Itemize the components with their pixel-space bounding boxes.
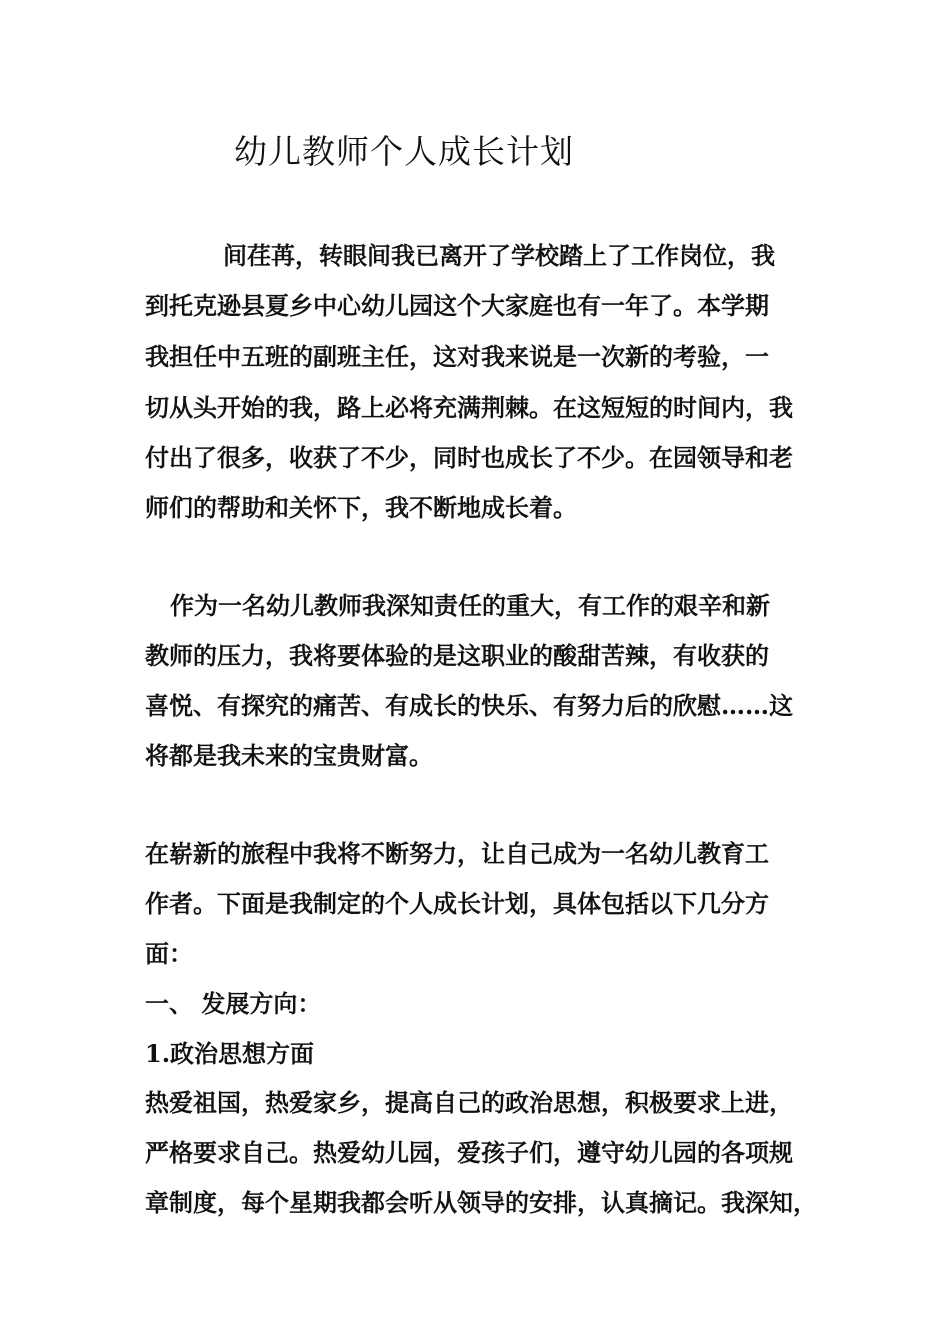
paragraph-line: 章制度，每个星期我都会听从领导的安排，认真摘记。我深知， (145, 1188, 817, 1217)
subsection-heading: 1.政治思想方面 (145, 1039, 315, 1068)
paragraph-line: 将都是我未来的宝贵财富。 (145, 741, 433, 770)
paragraph-line: 面： (145, 939, 193, 968)
paragraph-line: 间荏苒，转眼间我已离开了学校踏上了工作岗位，我 (223, 241, 775, 270)
section-heading: 一、 发展方向： (145, 989, 322, 1018)
paragraph-line: 严格要求自己。热爱幼儿园，爱孩子们，遵守幼儿园的各项规 (145, 1138, 793, 1167)
paragraph-line: 我担任中五班的副班主任，这对我来说是一次新的考验，一 (145, 342, 769, 371)
paragraph-line: 到托克逊县夏乡中心幼儿园这个大家庭也有一年了。本学期 (145, 291, 769, 320)
paragraph-line: 付出了很多，收获了不少，同时也成长了不少。在园领导和老 (145, 443, 793, 472)
paragraph-line: 作为一名幼儿教师我深知责任的重大，有工作的艰辛和新 (170, 591, 770, 620)
paragraph-line: 喜悦、有探究的痛苦、有成长的快乐、有努力后的欣慰……这 (145, 691, 793, 720)
paragraph-line: 师们的帮助和关怀下，我不断地成长着。 (145, 493, 577, 522)
paragraph-line: 作者。下面是我制定的个人成长计划，具体包括以下几分方 (145, 889, 769, 918)
document-title: 幼儿教师个人成长计划 (234, 132, 574, 171)
paragraph-line: 在崭新的旅程中我将不断努力，让自己成为一名幼儿教育工 (145, 839, 769, 868)
paragraph-line: 切从头开始的我，路上必将充满荆棘。在这短短的时间内，我 (145, 393, 793, 422)
paragraph-line: 热爱祖国，热爱家乡，提高自己的政治思想，积极要求上进， (145, 1088, 793, 1117)
paragraph-line: 教师的压力，我将要体验的是这职业的酸甜苦辣，有收获的 (145, 641, 769, 670)
